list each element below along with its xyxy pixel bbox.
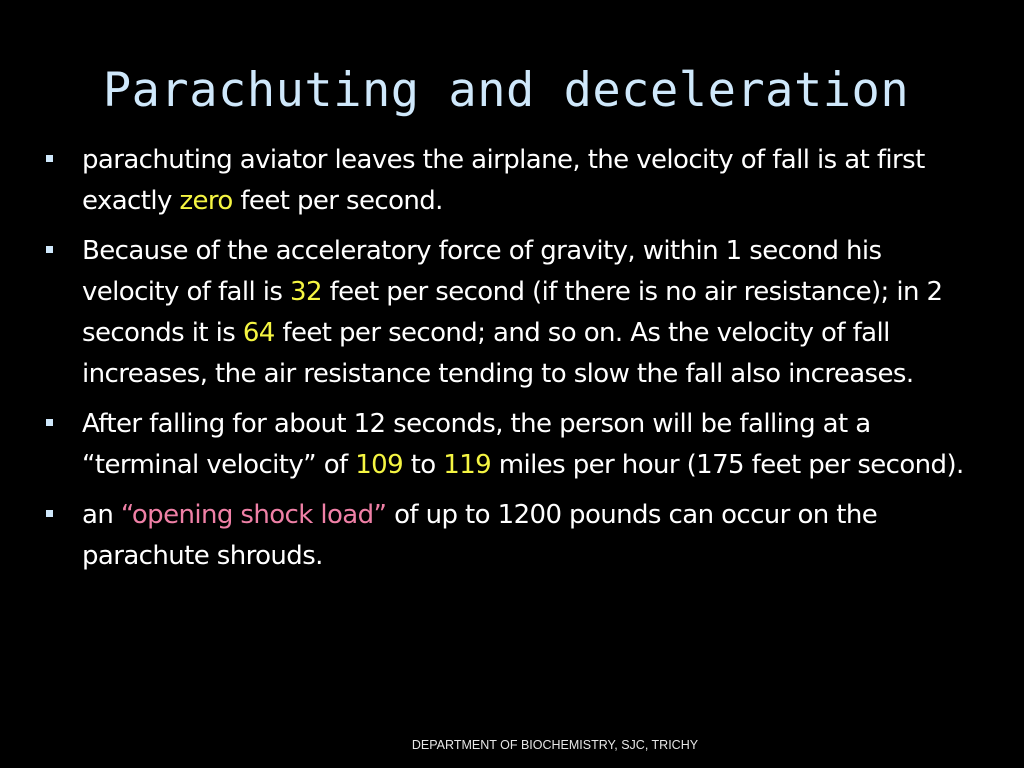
- bullet-item: [44, 404, 974, 486]
- square-bullet-icon: [46, 246, 53, 253]
- square-bullet-icon: [46, 510, 53, 517]
- bullet-text: miles per hour (175 feet per second).: [491, 450, 964, 480]
- bullet-text: feet per second (if there is no air resistance); in 2 seconds it is: [82, 277, 943, 348]
- square-bullet-icon: [46, 155, 53, 162]
- bullet-text: of up to 1200 pounds can occur on the parachute shrouds.: [82, 500, 878, 571]
- highlight-119: 119: [443, 450, 492, 480]
- bullet-item: [44, 495, 974, 577]
- slide-footer: DEPARTMENT OF BIOCHEMISTRY, SJC, TRICHY: [411, 738, 699, 752]
- highlight-32: 32: [290, 277, 322, 307]
- bullet-text: After falling for about 12 seconds, the person will be falling at a “terminal velocity” of: [82, 409, 871, 480]
- bullet-list: [44, 140, 974, 586]
- bullet-item: [44, 140, 974, 222]
- bullet-item: [44, 231, 974, 395]
- highlight-64: 64: [242, 318, 275, 348]
- bullet-text: an: [82, 500, 121, 530]
- bullet-text: feet per second.: [232, 186, 443, 216]
- highlight-109: 109: [355, 450, 404, 480]
- bullet-text: to: [403, 450, 444, 480]
- square-bullet-icon: [46, 419, 53, 426]
- bullet-text: Because of the acceleratory force of gravity, within 1 second his velocity of fall is: [82, 236, 882, 307]
- highlight-opening-shock-load: “opening shock load”: [120, 500, 387, 530]
- bullet-text: parachuting aviator leaves the airplane, the velocity of fall is at first exactly: [82, 145, 925, 216]
- bullet-text: feet per second; and so on. As the velocity of fall increases, the air resistance tending to slow the fall also increases.: [82, 318, 914, 389]
- highlight-zero: zero: [179, 186, 233, 216]
- slide-title: Parachuting and deceleration: [102, 63, 910, 118]
